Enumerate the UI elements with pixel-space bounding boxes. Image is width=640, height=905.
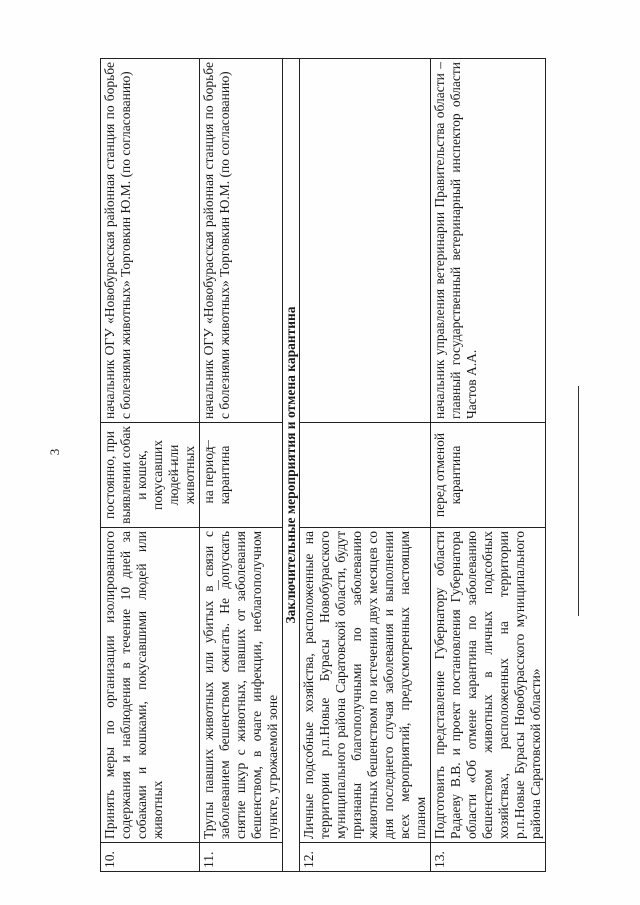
table-row xyxy=(101,59,200,872)
term-text: перед отменой карантина xyxy=(431,423,546,528)
measures-table-rotated xyxy=(100,59,543,872)
term-text xyxy=(300,423,431,528)
section-title: Заключительные мероприятия и отмена карантина xyxy=(283,59,300,872)
measure-text: Трупы павших животных или убитых в связи с заболеванием бешенством сжигать. Не допускать снятие шкур с животных, павших от заболевания бешенством, в очаге инфекции, неблагополучном пункте, угрожаемой зоне xyxy=(200,528,283,843)
responsible-text xyxy=(300,59,431,423)
measure-text: Подготовить представление Губернатору области Радаеву В.В. и проект постановления Губернатора области «Об отмене карантина по заболеванию бешенством животных в личных подсобных хозяйствах, расположенных на территории р.п.Новые Бурасы Новобурасского муниципального района Саратовской области» xyxy=(431,528,546,843)
term-text: постоянно, при выявлении собак и кошек, покусавших людей или животных xyxy=(101,423,200,528)
table-row xyxy=(300,59,431,872)
responsible-text: начальник ОГУ «Новобурасская районная станция по борьбе с болезнями животных» Торговкин Ю.М. (по согласованию) xyxy=(101,59,200,423)
measures-table xyxy=(100,58,546,872)
row-number: 12. xyxy=(300,843,431,872)
measure-text: Принять меры по организации изолированного содержания и наблюдения в течение 10 дней за собаками и кошками, покусавшими людей или животных xyxy=(101,528,200,843)
responsible-text: начальник ОГУ «Новобурасская районная станция по борьбе с болезнями животных» Торговкин Ю.М. (по согласованию) xyxy=(200,59,283,423)
section-heading-row xyxy=(283,59,300,872)
page-number: 3 xyxy=(47,448,62,456)
table-row xyxy=(200,59,283,872)
row-number: 10. xyxy=(101,843,200,872)
term-text: на период карантина xyxy=(200,423,283,528)
table-row xyxy=(431,59,546,872)
measure-text: Личные подсобные хозяйства, расположенные на территории р.п.Новые Бурасы Новобурасского муниципального района Саратовской области, будут признаны благополучными по заболеванию животных бешенством по истечении двух месяцев со дня последнего случая заболевания и выполнении всех мероприятий, предусмотренных настоящим планом xyxy=(300,528,431,843)
row-number: 13. xyxy=(431,843,546,872)
footnote-rule xyxy=(578,386,579,616)
row-number: 11. xyxy=(200,843,283,872)
responsible-text: начальник управления ветеринарии Правительства области – главный государственный ветеринарный инспектор области Частов А.А. xyxy=(431,59,546,423)
